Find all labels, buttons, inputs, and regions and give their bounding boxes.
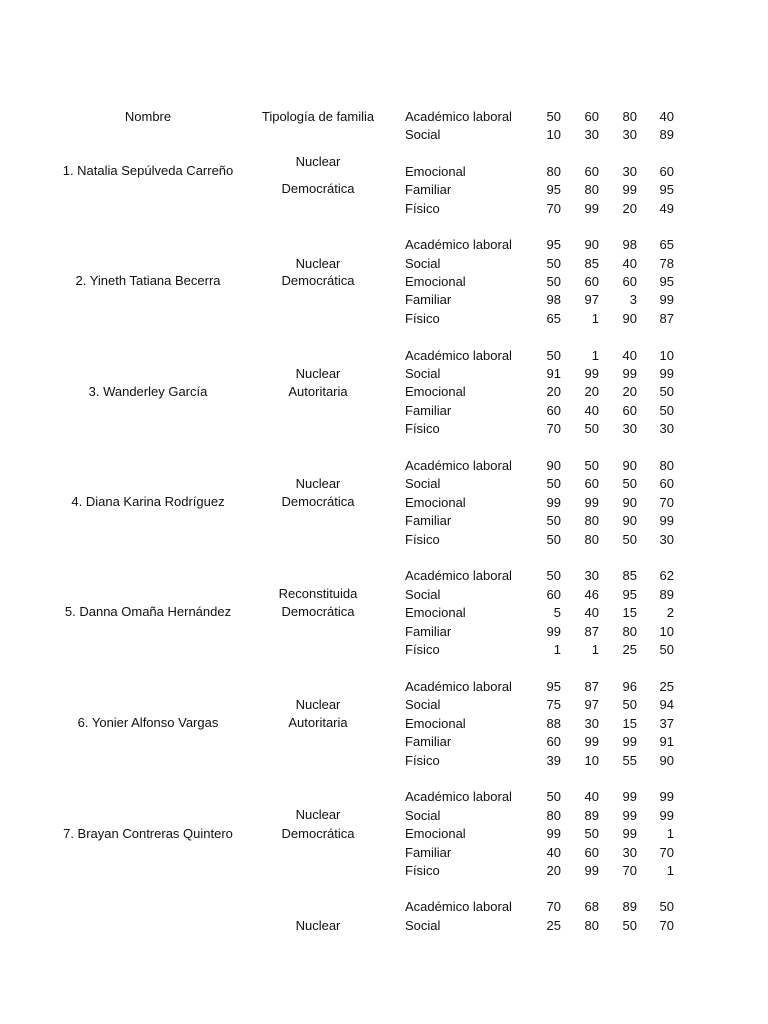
score-cell: 50 — [659, 403, 674, 418]
score-cell: 78 — [659, 256, 674, 271]
score-cell: 20 — [584, 384, 599, 399]
dimension-label: Familiar — [405, 182, 452, 197]
score-cell: 1 — [666, 826, 674, 841]
dimension-label: Familiar — [405, 292, 452, 307]
score-cell: 80 — [584, 532, 599, 547]
score-cell: 70 — [659, 918, 674, 933]
score-cell: 95 — [546, 237, 561, 252]
family-type-line1: Nuclear — [295, 256, 341, 271]
score-cell: 98 — [622, 237, 637, 252]
dimension-label: Académico laboral — [405, 679, 512, 694]
score-cell: 1 — [591, 348, 599, 363]
score-cell: 90 — [659, 753, 674, 768]
score-cell: 50 — [584, 826, 599, 841]
dimension-label: Familiar — [405, 845, 452, 860]
score-cell: 15 — [622, 605, 637, 620]
score-cell: 30 — [584, 716, 599, 731]
dimension-label: Físico — [405, 421, 440, 436]
score-cell: 50 — [659, 642, 674, 657]
dimension-label: Físico — [405, 311, 440, 326]
score-cell: 96 — [622, 679, 637, 694]
score-cell: 99 — [659, 366, 674, 381]
score-cell: 60 — [584, 274, 599, 289]
score-cell: 90 — [546, 458, 561, 473]
score-cell: 50 — [584, 458, 599, 473]
score-cell: 50 — [659, 899, 674, 914]
dimension-label: Académico laboral — [405, 109, 512, 124]
family-type-line2: Democrática — [281, 181, 355, 196]
dimension-label: Académico laboral — [405, 237, 512, 252]
family-type-line1: Nuclear — [295, 476, 341, 491]
dimension-label: Emocional — [405, 495, 466, 510]
score-cell: 30 — [622, 127, 637, 142]
score-cell: 1 — [553, 642, 561, 657]
dimension-label: Social — [405, 587, 441, 602]
header-name: Nombre — [124, 109, 172, 124]
score-cell: 50 — [546, 109, 561, 124]
score-cell: 40 — [584, 605, 599, 620]
score-cell: 25 — [546, 918, 561, 933]
score-cell: 99 — [622, 789, 637, 804]
score-cell: 95 — [546, 182, 561, 197]
dimension-label: Físico — [405, 532, 440, 547]
dimension-label: Familiar — [405, 513, 452, 528]
score-cell: 30 — [659, 421, 674, 436]
score-cell: 97 — [584, 292, 599, 307]
score-cell: 87 — [584, 679, 599, 694]
score-cell: 70 — [546, 899, 561, 914]
score-cell: 91 — [546, 366, 561, 381]
score-cell: 80 — [546, 164, 561, 179]
header-family-type: Tipología de familia — [261, 109, 375, 124]
score-cell: 99 — [622, 826, 637, 841]
score-cell: 89 — [622, 899, 637, 914]
score-cell: 10 — [659, 624, 674, 639]
score-cell: 40 — [659, 109, 674, 124]
score-cell: 80 — [622, 109, 637, 124]
score-cell: 50 — [659, 384, 674, 399]
score-cell: 60 — [546, 587, 561, 602]
dimension-label: Físico — [405, 642, 440, 657]
score-cell: 50 — [546, 348, 561, 363]
score-cell: 99 — [584, 201, 599, 216]
score-cell: 2 — [666, 605, 674, 620]
score-cell: 60 — [659, 164, 674, 179]
score-cell: 50 — [622, 532, 637, 547]
score-cell: 85 — [622, 568, 637, 583]
score-cell: 25 — [622, 642, 637, 657]
score-cell: 60 — [546, 734, 561, 749]
score-cell: 95 — [659, 274, 674, 289]
score-cell: 50 — [584, 421, 599, 436]
score-cell: 70 — [659, 845, 674, 860]
dimension-label: Social — [405, 918, 441, 933]
score-cell: 99 — [622, 366, 637, 381]
family-type-line2: Democrática — [281, 494, 355, 509]
score-cell: 50 — [622, 476, 637, 491]
score-cell: 99 — [659, 513, 674, 528]
score-cell: 3 — [629, 292, 637, 307]
score-cell: 20 — [546, 384, 561, 399]
dimension-label: Físico — [405, 863, 440, 878]
family-type-line2: Democrática — [281, 273, 355, 288]
score-cell: 99 — [584, 734, 599, 749]
score-cell: 40 — [546, 845, 561, 860]
score-cell: 90 — [622, 495, 637, 510]
score-cell: 65 — [546, 311, 561, 326]
score-cell: 68 — [584, 899, 599, 914]
score-cell: 30 — [622, 164, 637, 179]
dimension-label: Emocional — [405, 164, 466, 179]
score-cell: 50 — [546, 513, 561, 528]
score-cell: 87 — [584, 624, 599, 639]
dimension-label: Académico laboral — [405, 789, 512, 804]
family-type-line1: Nuclear — [295, 807, 341, 822]
score-cell: 70 — [546, 201, 561, 216]
score-cell: 20 — [622, 201, 637, 216]
score-cell: 80 — [584, 182, 599, 197]
score-cell: 95 — [659, 182, 674, 197]
score-cell: 80 — [584, 918, 599, 933]
score-cell: 30 — [584, 127, 599, 142]
score-cell: 99 — [584, 863, 599, 878]
score-cell: 90 — [584, 237, 599, 252]
score-cell: 60 — [546, 403, 561, 418]
score-cell: 97 — [584, 697, 599, 712]
score-cell: 40 — [622, 348, 637, 363]
person-name: 7. Brayan Contreras Quintero — [63, 826, 233, 841]
family-type-line2: Autoritaria — [288, 715, 348, 730]
score-cell: 50 — [546, 256, 561, 271]
score-cell: 60 — [622, 274, 637, 289]
score-cell: 1 — [591, 311, 599, 326]
score-cell: 98 — [546, 292, 561, 307]
score-cell: 20 — [622, 384, 637, 399]
score-cell: 99 — [622, 808, 637, 823]
score-cell: 99 — [546, 826, 561, 841]
dimension-label: Emocional — [405, 384, 466, 399]
score-cell: 60 — [584, 164, 599, 179]
score-cell: 30 — [584, 568, 599, 583]
score-cell: 40 — [622, 256, 637, 271]
score-cell: 75 — [546, 697, 561, 712]
score-cell: 60 — [659, 476, 674, 491]
person-name: 2. Yineth Tatiana Becerra — [75, 273, 221, 288]
score-cell: 90 — [622, 513, 637, 528]
dimension-label: Físico — [405, 753, 440, 768]
score-cell: 99 — [546, 624, 561, 639]
score-cell: 10 — [546, 127, 561, 142]
score-cell: 89 — [659, 127, 674, 142]
dimension-label: Emocional — [405, 274, 466, 289]
score-cell: 37 — [659, 716, 674, 731]
score-cell: 39 — [546, 753, 561, 768]
score-cell: 20 — [546, 863, 561, 878]
family-type-line2: Autoritaria — [288, 384, 348, 399]
score-cell: 46 — [584, 587, 599, 602]
score-cell: 89 — [659, 587, 674, 602]
score-cell: 30 — [659, 532, 674, 547]
score-cell: 90 — [622, 458, 637, 473]
score-cell: 40 — [584, 789, 599, 804]
dimension-label: Académico laboral — [405, 458, 512, 473]
score-cell: 88 — [546, 716, 561, 731]
score-cell: 60 — [584, 476, 599, 491]
family-type-line2: Democrática — [281, 604, 355, 619]
score-cell: 99 — [622, 734, 637, 749]
score-cell: 50 — [546, 274, 561, 289]
score-cell: 95 — [622, 587, 637, 602]
dimension-label: Familiar — [405, 403, 452, 418]
person-name: 5. Danna Omaña Hernández — [64, 604, 232, 619]
dimension-label: Académico laboral — [405, 899, 512, 914]
person-name: 3. Wanderley García — [88, 384, 208, 399]
score-cell: 50 — [546, 789, 561, 804]
family-type-line2: Democrática — [281, 826, 355, 841]
score-cell: 94 — [659, 697, 674, 712]
score-cell: 60 — [584, 845, 599, 860]
score-cell: 99 — [659, 292, 674, 307]
score-cell: 60 — [584, 109, 599, 124]
score-cell: 10 — [659, 348, 674, 363]
score-cell: 50 — [546, 532, 561, 547]
score-cell: 95 — [546, 679, 561, 694]
score-cell: 1 — [591, 642, 599, 657]
score-cell: 89 — [584, 808, 599, 823]
score-cell: 70 — [622, 863, 637, 878]
dimension-label: Social — [405, 256, 441, 271]
person-name: 6. Yonier Alfonso Vargas — [77, 715, 219, 730]
score-cell: 50 — [622, 697, 637, 712]
family-type-line1: Nuclear — [295, 366, 341, 381]
score-cell: 15 — [622, 716, 637, 731]
score-cell: 99 — [584, 495, 599, 510]
score-cell: 99 — [622, 182, 637, 197]
score-cell: 70 — [659, 495, 674, 510]
score-cell: 40 — [584, 403, 599, 418]
score-cell: 50 — [546, 568, 561, 583]
dimension-label: Familiar — [405, 624, 452, 639]
score-cell: 30 — [622, 845, 637, 860]
score-cell: 85 — [584, 256, 599, 271]
person-name: 1. Natalia Sepúlveda Carreño — [62, 163, 234, 178]
score-cell: 99 — [546, 495, 561, 510]
score-cell: 99 — [659, 808, 674, 823]
family-type-line1: Nuclear — [295, 697, 341, 712]
score-cell: 99 — [659, 789, 674, 804]
score-cell: 62 — [659, 568, 674, 583]
dimension-label: Social — [405, 366, 441, 381]
score-cell: 80 — [546, 808, 561, 823]
dimension-label: Académico laboral — [405, 348, 512, 363]
score-cell: 50 — [622, 918, 637, 933]
score-cell: 30 — [622, 421, 637, 436]
score-cell: 90 — [622, 311, 637, 326]
score-cell: 99 — [584, 366, 599, 381]
dimension-label: Familiar — [405, 734, 452, 749]
dimension-label: Académico laboral — [405, 568, 512, 583]
dimension-label: Emocional — [405, 605, 466, 620]
person-name: 4. Diana Karina Rodríguez — [71, 494, 225, 509]
score-cell: 65 — [659, 237, 674, 252]
dimension-label: Emocional — [405, 826, 466, 841]
score-cell: 70 — [546, 421, 561, 436]
dimension-label: Social — [405, 808, 441, 823]
family-type-line1: Nuclear — [295, 918, 341, 933]
dimension-label: Social — [405, 697, 441, 712]
score-cell: 25 — [659, 679, 674, 694]
score-cell: 10 — [584, 753, 599, 768]
score-cell: 1 — [666, 863, 674, 878]
dimension-label: Físico — [405, 201, 440, 216]
score-cell: 91 — [659, 734, 674, 749]
score-cell: 80 — [659, 458, 674, 473]
dimension-label: Social — [405, 476, 441, 491]
family-type-line1: Reconstituida — [278, 586, 358, 601]
dimension-label: Emocional — [405, 716, 466, 731]
score-cell: 87 — [659, 311, 674, 326]
score-cell: 60 — [622, 403, 637, 418]
score-cell: 80 — [584, 513, 599, 528]
score-cell: 55 — [622, 753, 637, 768]
score-cell: 80 — [622, 624, 637, 639]
dimension-label: Social — [405, 127, 441, 142]
score-cell: 50 — [546, 476, 561, 491]
score-cell: 5 — [553, 605, 561, 620]
family-type-line1: Nuclear — [295, 154, 341, 169]
score-cell: 49 — [659, 201, 674, 216]
